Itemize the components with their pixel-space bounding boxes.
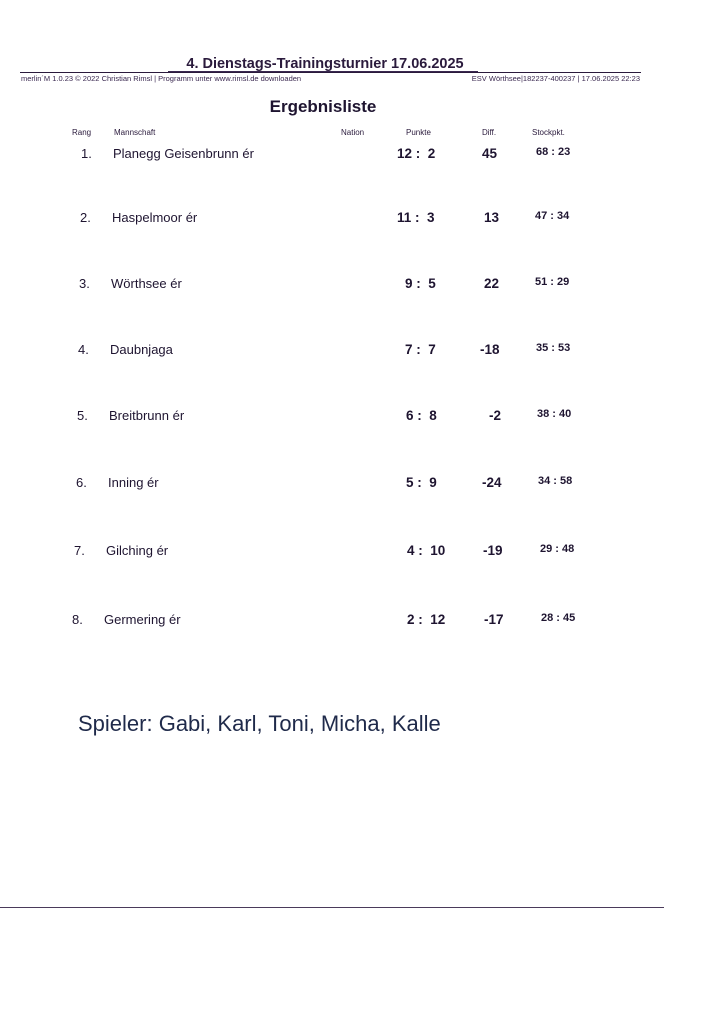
rank-cell: 2. <box>80 210 91 225</box>
stock-points-cell: 34 : 58 <box>538 475 573 487</box>
diff-cell: -2 <box>489 408 502 423</box>
team-cell: Inning ér <box>108 475 159 490</box>
points-cell: 11 : 3 <box>397 210 435 225</box>
stock-points-cell: 47 : 34 <box>535 210 570 222</box>
team-cell: Daubnjaga <box>110 342 173 357</box>
column-header-team: Mannschaft <box>114 128 156 137</box>
column-header-points: Punkte <box>406 128 431 137</box>
rank-cell: 5. <box>77 408 88 423</box>
diff-cell: -19 <box>483 543 503 558</box>
table-row <box>0 408 706 432</box>
document-title: 4. Dienstags-Trainingsturnier 17.06.2025 <box>186 56 464 72</box>
table-row <box>0 342 706 366</box>
stock-points-cell: 68 : 23 <box>536 146 571 158</box>
software-credit: merlin´M 1.0.23 © 2022 Christian Rimsl | Programm unter www.rimsl.de downloaden <box>21 74 302 83</box>
table-row <box>0 612 706 636</box>
rank-cell: 7. <box>74 543 85 558</box>
column-header-stock: Stockpkt. <box>532 128 565 137</box>
players-note: Spieler: Gabi, Karl, Toni, Micha, Kalle <box>78 711 441 736</box>
points-cell: 9 : 5 <box>405 276 436 291</box>
table-row <box>0 146 706 170</box>
points-cell: 6 : 8 <box>406 408 437 423</box>
stock-points-cell: 51 : 29 <box>535 276 570 288</box>
stock-points-cell: 29 : 48 <box>540 543 575 555</box>
diff-cell: 22 <box>484 276 500 291</box>
points-cell: 7 : 7 <box>405 342 436 357</box>
column-header-nation: Nation <box>341 128 365 137</box>
team-cell: Haspelmoor ér <box>112 210 198 225</box>
diff-cell: 13 <box>484 210 500 225</box>
stock-points-cell: 28 : 45 <box>541 612 576 624</box>
rank-cell: 3. <box>79 276 90 291</box>
table-row <box>0 543 706 567</box>
results-heading: Ergebnisliste <box>269 97 377 116</box>
team-cell: Wörthsee ér <box>111 276 182 291</box>
stock-points-cell: 35 : 53 <box>536 342 571 354</box>
column-header-diff: Diff. <box>482 128 497 137</box>
table-row <box>0 475 706 499</box>
rank-cell: 4. <box>78 342 89 357</box>
table-row <box>0 276 706 300</box>
points-cell: 12 : 2 <box>397 146 436 161</box>
team-cell: Planegg Geisenbrunn ér <box>113 146 254 161</box>
points-cell: 5 : 9 <box>406 475 437 490</box>
rank-cell: 6. <box>76 475 87 490</box>
points-cell: 2 : 12 <box>407 612 446 627</box>
diff-cell: -24 <box>482 475 502 490</box>
points-cell: 4 : 10 <box>407 543 446 558</box>
header-rule <box>20 72 641 73</box>
club-timestamp: ESV Wörthsee|182237-400237 | 17.06.2025 22:23 <box>471 74 640 83</box>
rank-cell: 1. <box>81 146 92 161</box>
rank-cell: 8. <box>72 612 83 627</box>
team-cell: Germering ér <box>104 612 181 627</box>
diff-cell: -17 <box>484 612 504 627</box>
diff-cell: -18 <box>480 342 500 357</box>
team-cell: Gilching ér <box>106 543 169 558</box>
stock-points-cell: 38 : 40 <box>537 408 572 420</box>
column-header-rank: Rang <box>72 128 92 137</box>
team-cell: Breitbrunn ér <box>109 408 185 423</box>
table-row <box>0 210 706 234</box>
footer-rule <box>0 907 664 908</box>
diff-cell: 45 <box>482 146 498 161</box>
